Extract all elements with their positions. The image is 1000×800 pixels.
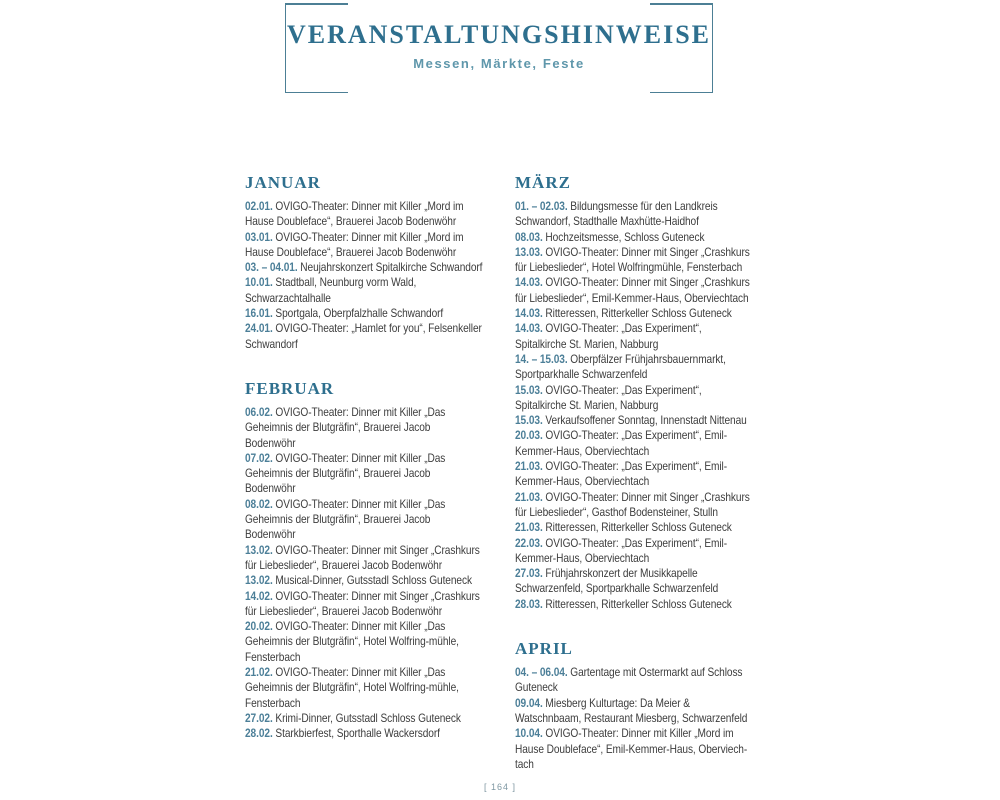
event-date: 14.03. [515, 275, 543, 290]
event-item [245, 306, 483, 321]
event-date: 13.02. [245, 573, 273, 588]
event-item [515, 520, 753, 535]
event-date: 21.02. [245, 665, 273, 680]
event-date: 20.03. [515, 428, 543, 443]
event-item [245, 497, 483, 543]
event-date: 21.03. [515, 459, 543, 474]
event-item [515, 597, 753, 612]
column-left [245, 174, 483, 742]
event-item [515, 199, 753, 230]
event-text: OVIGO-Theater: Dinner mit Singer „Crashkurs für Liebeslieder“, Brauerei Jacob Bodenwöhr [245, 588, 480, 618]
event-text: OVIGO-Theater: Dinner mit Killer „Das Geheimnis der Blutgräfin“, Hotel Wolfring-mühle, Fensterbach [245, 665, 459, 710]
event-item [515, 490, 753, 521]
event-item [515, 726, 753, 772]
event-text: OVIGO-Theater: „Das Experiment“, Emil-Kemmer-Haus, Oberviechtach [515, 535, 728, 565]
event-date: 15.03. [515, 413, 543, 428]
event-text: Gartentage mit Ostermarkt auf Schloss Guteneck [515, 665, 743, 695]
month-section [245, 174, 483, 352]
event-item [245, 199, 483, 230]
event-text: Krimi-Dinner, Gutsstadl Schloss Guteneck [275, 710, 461, 725]
event-date: 20.02. [245, 619, 273, 634]
event-text: Sportgala, Oberpfalzhalle Schwandorf [275, 306, 444, 321]
event-item [245, 711, 483, 726]
event-date: 06.02. [245, 404, 273, 419]
event-text: OVIGO-Theater: „Das Experiment“, Emil-Kemmer-Haus, Oberviechtach [515, 428, 728, 458]
event-text: Frühjahrskonzert der Musikkapelle Schwarzenfeld, Sportparkhalle Schwarzenfeld [515, 566, 719, 596]
event-text: OVIGO-Theater: Dinner mit Killer „Das Geheimnis der Blutgräfin“, Hotel Wolfring-mühle, Fensterbach [245, 619, 459, 664]
event-date: 21.03. [515, 520, 543, 535]
title-frame [285, 3, 713, 93]
event-text: OVIGO-Theater: Dinner mit Singer „Crashkurs für Liebeslieder“, Brauerei Jacob Bodenwöhr [245, 542, 480, 572]
event-text: OVIGO-Theater: „Hamlet for you“, Felsenkeller Schwandorf [245, 321, 482, 351]
event-columns [245, 174, 785, 772]
event-date: 08.03. [515, 229, 543, 244]
event-date: 14.03. [515, 306, 543, 321]
frame-corner-bottom-right [650, 92, 712, 94]
event-item [245, 230, 483, 261]
event-item [515, 352, 753, 383]
event-date: 13.03. [515, 244, 543, 259]
event-item [515, 696, 753, 727]
event-date: 09.04. [515, 695, 543, 710]
event-item [245, 321, 483, 352]
event-text: Ritteressen, Ritterkeller Schloss Guteneck [545, 306, 732, 321]
event-date: 07.02. [245, 450, 273, 465]
event-text: Neujahrskonzert Spitalkirche Schwandorf [300, 260, 483, 275]
event-item [245, 260, 483, 275]
event-text: OVIGO-Theater: Dinner mit Killer „Mord im Hause Doubleface“, Brauerei Jacob Bodenwöhr [245, 199, 464, 229]
event-list [515, 665, 753, 772]
event-item [515, 536, 753, 567]
event-date: 22.03. [515, 535, 543, 550]
event-text: Starkbierfest, Sporthalle Wackersdorf [275, 726, 440, 741]
event-list [515, 199, 753, 612]
event-date: 14.02. [245, 588, 273, 603]
event-date: 14. – 15.03. [515, 351, 568, 366]
event-item [245, 543, 483, 574]
event-text: Ritteressen, Ritterkeller Schloss Guteneck [545, 596, 732, 611]
event-list [245, 199, 483, 352]
event-text: OVIGO-Theater: „Das Experiment“, Spitalkirche St. Marien, Nabburg [515, 382, 702, 412]
event-text: Oberpfälzer Frühjahrsbauernmarkt, Sportparkhalle Schwarzenfeld [515, 351, 726, 382]
event-text: OVIGO-Theater: Dinner mit Killer „Das Geheimnis der Blutgräfin“, Brauerei Jacob Bodenwöhr [245, 496, 446, 542]
event-date: 27.03. [515, 566, 543, 581]
event-item [515, 230, 753, 245]
event-date: 16.01. [245, 306, 273, 321]
event-item [245, 665, 483, 711]
event-text: Bildungsmesse für den Landkreis Schwandorf, Stadthalle Maxhütte-Haidhof [515, 199, 718, 229]
event-text: OVIGO-Theater: „Das Experiment“, Emil-Kemmer-Haus, Oberviechtach [515, 459, 728, 489]
event-item [245, 275, 483, 306]
frame-corner-bottom-left [286, 92, 348, 94]
event-date: 03.01. [245, 229, 273, 244]
event-item [245, 726, 483, 741]
month-section [515, 640, 753, 772]
event-date: 04. – 06.04. [515, 665, 568, 680]
event-date: 28.03. [515, 596, 543, 611]
event-item [245, 573, 483, 588]
event-date: 10.01. [245, 275, 273, 290]
event-item [515, 245, 753, 276]
frame-corner-top-left [286, 3, 348, 5]
event-item [515, 413, 753, 428]
event-item [245, 589, 483, 620]
event-item [245, 405, 483, 451]
event-item [515, 428, 753, 459]
month-section [515, 174, 753, 612]
event-list [245, 405, 483, 742]
event-text: Stadtball, Neunburg vorm Wald, Schwarzachtalhalle [245, 275, 417, 305]
event-date: 08.02. [245, 496, 273, 511]
event-text: Miesberg Kulturtage: Da Meier & Watschnbaam, Restaurant Miesberg, Schwarzenfeld [515, 695, 748, 725]
event-item [245, 619, 483, 665]
column-right [515, 174, 753, 772]
event-item [515, 566, 753, 597]
event-date: 14.03. [515, 321, 543, 336]
month-heading: MÄRZ [515, 173, 571, 192]
event-text: Musical-Dinner, Gutsstadl Schloss Guteneck [275, 573, 472, 588]
event-date: 13.02. [245, 542, 273, 557]
month-heading: JANUAR [245, 173, 321, 192]
event-item [515, 306, 753, 321]
event-text: OVIGO-Theater: Dinner mit Killer „Mord im Hause Doubleface“, Emil-Kemmer-Haus, Oberviech-tach [515, 726, 748, 771]
event-date: 28.02. [245, 726, 273, 741]
page-number: [ 164 ] [483, 782, 517, 792]
event-date: 02.01. [245, 199, 273, 213]
event-text: OVIGO-Theater: Dinner mit Singer „Crashkurs für Liebeslieder“, Gasthof Bodensteiner, Stulln [515, 489, 750, 519]
event-date: 03. – 04.01. [245, 260, 298, 275]
event-date: 01. – 02.03. [515, 199, 568, 213]
event-date: 24.01. [245, 321, 273, 336]
event-item [515, 275, 753, 306]
event-text: OVIGO-Theater: Dinner mit Killer „Das Geheimnis der Blutgräfin“, Brauerei Jacob Bodenwöhr [245, 404, 446, 450]
event-date: 10.04. [515, 726, 543, 741]
event-item [515, 459, 753, 490]
event-date: 21.03. [515, 489, 543, 504]
page-subtitle: Messen, Märkte, Feste [413, 56, 585, 71]
event-item [515, 665, 753, 696]
event-item [515, 383, 753, 414]
month-heading: FEBRUAR [245, 378, 335, 398]
event-date: 27.02. [245, 710, 273, 725]
frame-corner-top-right [650, 3, 712, 5]
event-text: OVIGO-Theater: Dinner mit Singer „Crashkurs für Liebeslieder“, Emil-Kemmer-Haus, Oberviechtach [515, 275, 750, 305]
page-title: VERANSTALTUNGSHINWEISE [286, 20, 711, 49]
event-text: OVIGO-Theater: Dinner mit Killer „Mord im Hause Doubleface“, Brauerei Jacob Bodenwöhr [245, 229, 464, 259]
event-text: Ritteressen, Ritterkeller Schloss Guteneck [545, 520, 732, 535]
event-item [515, 321, 753, 352]
event-text: OVIGO-Theater: Dinner mit Singer „Crashkurs für Liebeslieder“, Hotel Wolfringmühle, Fensterbach [515, 244, 750, 275]
event-item [245, 451, 483, 497]
month-section [245, 380, 483, 742]
event-date: 15.03. [515, 382, 543, 397]
month-heading: APRIL [515, 639, 573, 659]
event-text: Verkaufsoffener Sonntag, Innenstadt Nittenau [545, 413, 747, 428]
event-text: OVIGO-Theater: „Das Experiment“, Spitalkirche St. Marien, Nabburg [515, 321, 702, 351]
event-text: Hochzeitsmesse, Schloss Guteneck [545, 229, 705, 244]
event-text: OVIGO-Theater: Dinner mit Killer „Das Geheimnis der Blutgräfin“, Brauerei Jacob Bodenwöhr [245, 450, 446, 496]
